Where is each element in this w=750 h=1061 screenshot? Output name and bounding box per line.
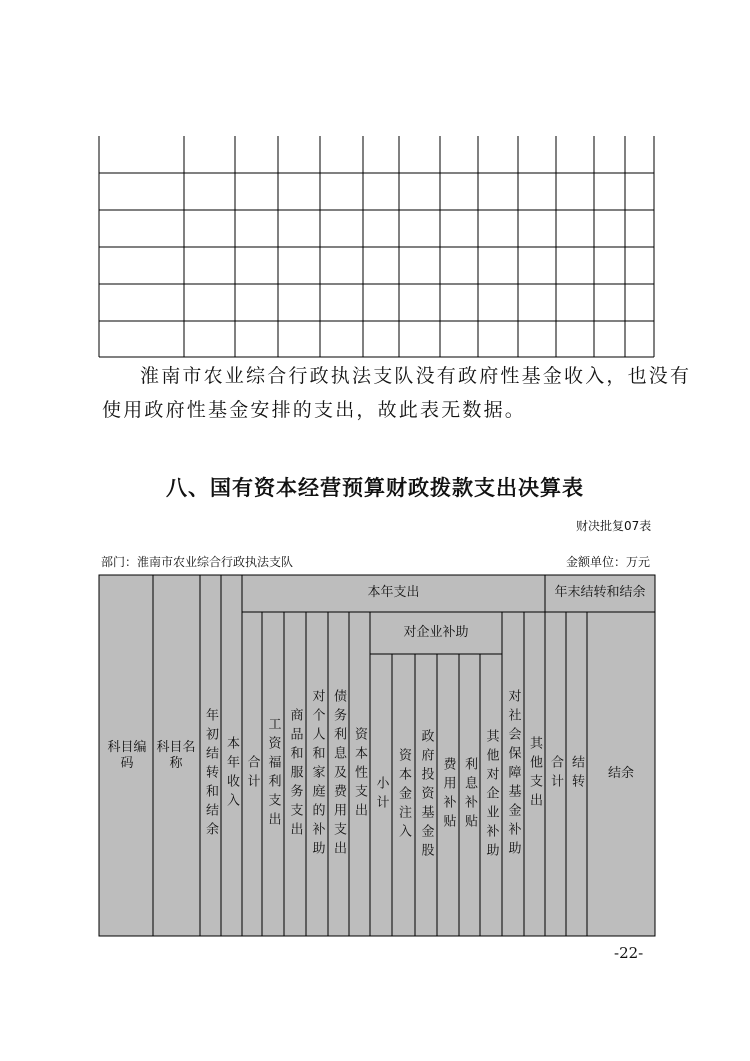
paragraph-line-1: 淮南市农业综合行政执法支队没有政府性基金收入，也没有 xyxy=(140,365,692,387)
header-enterprise-subsidy: 对企业补助 xyxy=(403,624,469,640)
paragraph-line-2: 使用政府性基金安排的支出，故此表无数据。 xyxy=(102,399,527,421)
form-code: 财决批复07表 xyxy=(576,519,652,533)
header-total: 合计 xyxy=(244,755,260,793)
header-subject-code: 科目编码 xyxy=(107,739,147,771)
header-subject-name: 科目名称 xyxy=(156,739,196,771)
header-wages-welfare: 工资福利支出 xyxy=(265,717,281,831)
header-opening-balance: 年初结转和结余 xyxy=(203,707,218,841)
header-current-income: 本年收入 xyxy=(224,736,239,812)
page-number: -22- xyxy=(614,944,644,962)
header-year-end-carryover: 结转 xyxy=(569,755,584,793)
header-current-expense: 本年支出 xyxy=(367,585,420,601)
header-subtotal: 小计 xyxy=(373,776,389,814)
header-debt-interest: 债务利息及费用支出 xyxy=(331,688,346,860)
header-expense-subsidy: 费用补贴 xyxy=(440,757,456,833)
header-other-enterprise-subsidy: 其他对企业补助 xyxy=(483,728,499,862)
top-blank-table xyxy=(99,136,654,357)
header-goods-services: 商品和服务支出 xyxy=(287,707,303,841)
section-title: 八、国有资本经营预算财政拨款支出决算表 xyxy=(166,476,584,500)
header-other-expense: 其他支出 xyxy=(527,736,542,812)
header-interest-subsidy: 利息补贴 xyxy=(462,757,477,833)
header-gov-fund-equity: 政府投资基金股 xyxy=(418,728,434,862)
header-household-subsidy: 对个人和家庭的补助 xyxy=(309,688,325,860)
header-year-end-surplus: 结余 xyxy=(607,765,634,781)
header-social-security-subsidy: 对社会保障基金补助 xyxy=(505,688,521,860)
department-label: 部门：淮南市农业综合行政执法支队 xyxy=(101,555,294,569)
header-year-end-total: 合计 xyxy=(548,755,563,793)
unit-label: 金额单位：万元 xyxy=(566,555,651,569)
header-capital-injection: 资本金注入 xyxy=(396,747,411,843)
header-capital-expense: 资本性支出 xyxy=(352,726,367,822)
header-year-end-balance: 年末结转和结余 xyxy=(554,585,646,601)
